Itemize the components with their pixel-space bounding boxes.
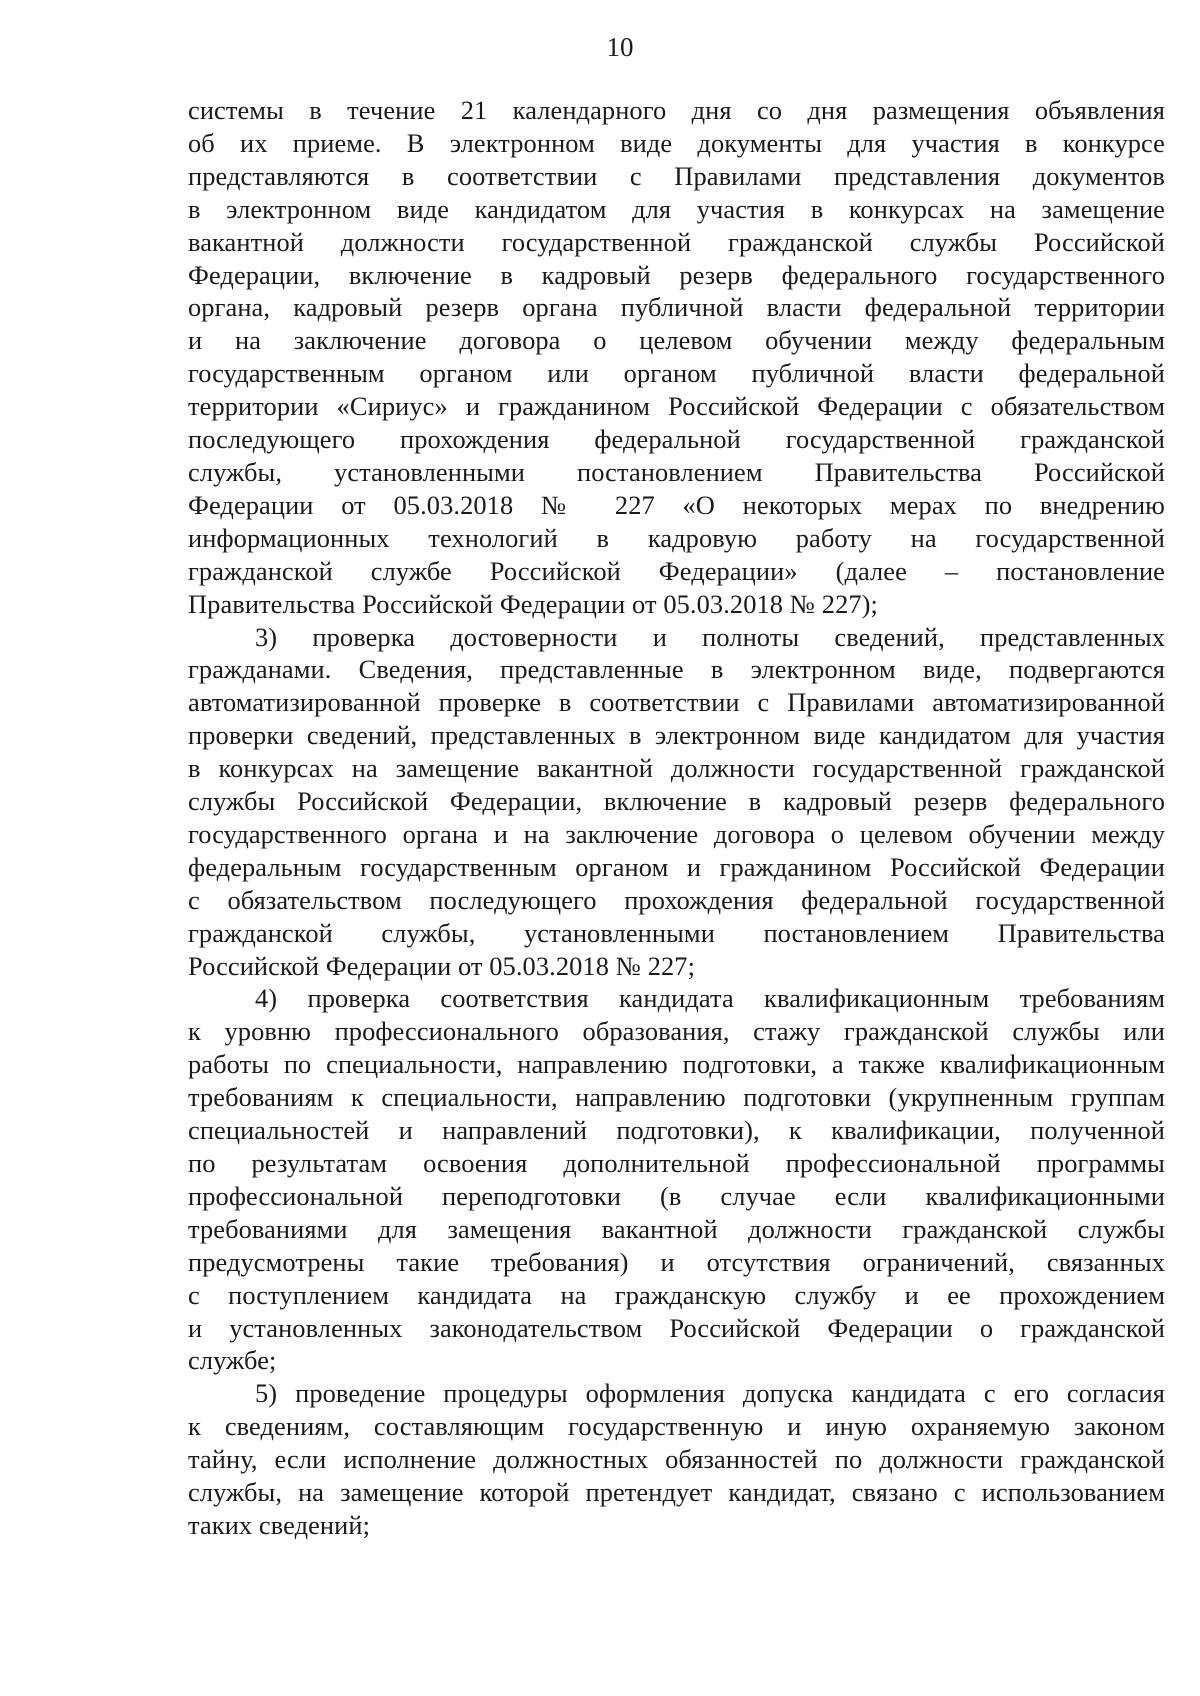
text-line: в электронном виде кандидатом для участия в конкурсах на замещение (188, 193, 1165, 224)
text-line: территории «Сириус» и гражданином Российской Федерации с обязательством (188, 391, 1165, 422)
paragraph-item-3 (188, 621, 1165, 983)
text-line: гражданской службе Российской Федерации» (далее – постановление (188, 555, 1165, 586)
text-line: предусмотрены такие требования) и отсутствия ограничений, связанных (188, 1246, 1165, 1277)
text-line: таких сведений; (188, 1509, 371, 1540)
text-line: Федерации, включение в кадровый резерв федерального государственного (188, 259, 1165, 290)
text-line: требованиям к специальности, направлению подготовки (укрупненным группам (188, 1082, 1165, 1113)
text-line: органа, кадровый резерв органа публичной власти федеральной территории (188, 292, 1165, 323)
text-line: службы, установленными постановлением Правительства Российской (188, 456, 1165, 487)
text-line: с обязательством последующего прохождения федеральной государственной (188, 884, 1165, 915)
text-line: проверки сведений, представленных в электронном виде кандидатом для участия (188, 720, 1165, 751)
paragraph-item-4 (188, 982, 1165, 1377)
text-line: об их приеме. В электронном виде документы для участия в конкурсе (188, 127, 1165, 158)
text-line: 3) проверка достоверности и полноты сведений, представленных (255, 621, 1165, 652)
text-line: и на заключение договора о целевом обучении между федеральным (188, 325, 1165, 356)
text-line: к уровню профессионального образования, стажу гражданской службы или (188, 1016, 1165, 1047)
text-line: Федерации от 05.03.2018 № 227 «О некоторых мерах по внедрению (188, 489, 1165, 520)
text-line: профессиональной переподготовки (в случае если квалификационными (188, 1180, 1165, 1211)
text-line: Российской Федерации от 05.03.2018 № 227; (188, 950, 696, 981)
text-line: Правительства Российской Федерации от 05.03.2018 № 227); (188, 588, 878, 619)
text-line: в конкурсах на замещение вакантной должности государственной гражданской (188, 753, 1165, 784)
text-line: службы Российской Федерации, включение в кадровый резерв федерального (188, 786, 1165, 817)
text-line: к сведениям, составляющим государственную и иную охраняемую законом (188, 1411, 1165, 1442)
text-line: тайну, если исполнение должностных обязанностей по должности гражданской (188, 1444, 1165, 1475)
text-line: работы по специальности, направлению подготовки, а также квалификационным (188, 1049, 1165, 1080)
document-body (188, 94, 1165, 1542)
text-line: гражданами. Сведения, представленные в электронном виде, подвергаются (188, 654, 1165, 685)
text-line: гражданской службы, установленными постановлением Правительства (188, 917, 1165, 948)
text-line: государственного органа и на заключение договора о целевом обучении между (188, 818, 1165, 849)
text-line: и установленных законодательством Российской Федерации о гражданской (188, 1312, 1165, 1343)
text-line: специальностей и направлений подготовки), к квалификации, полученной (188, 1115, 1165, 1146)
text-line: службы, на замещение которой претендует кандидат, связано с использованием (188, 1477, 1165, 1508)
text-line: информационных технологий в кадровую работу на государственной (188, 522, 1165, 553)
text-line: вакантной должности государственной гражданской службы Российской (188, 226, 1165, 257)
text-line: государственным органом или органом публичной власти федеральной (188, 358, 1165, 389)
text-line: системы в течение 21 календарного дня со дня размещения объявления (188, 95, 1165, 125)
text-line: федеральным государственным органом и гражданином Российской Федерации (188, 851, 1165, 882)
text-line: автоматизированной проверке в соответствии с Правилами автоматизированной (188, 687, 1165, 718)
text-line: последующего прохождения федеральной государственной гражданской (188, 424, 1165, 455)
text-line: службе; (188, 1345, 277, 1376)
text-line: 5) проведение процедуры оформления допуска кандидата с его согласия (255, 1378, 1165, 1409)
paragraph-item-5 (188, 1377, 1165, 1542)
paragraph-continuation (188, 94, 1165, 621)
text-line: представляются в соответствии с Правилами представления документов (188, 160, 1165, 191)
text-line: с поступлением кандидата на гражданскую службу и ее прохождением (188, 1279, 1165, 1310)
text-line: требованиями для замещения вакантной должности гражданской службы (188, 1213, 1165, 1244)
text-line: 4) проверка соответствия кандидата квалификационным требованиям (255, 983, 1165, 1014)
text-line: по результатам освоения дополнительной профессиональной программы (188, 1148, 1165, 1178)
page-number: 10 (606, 32, 634, 62)
